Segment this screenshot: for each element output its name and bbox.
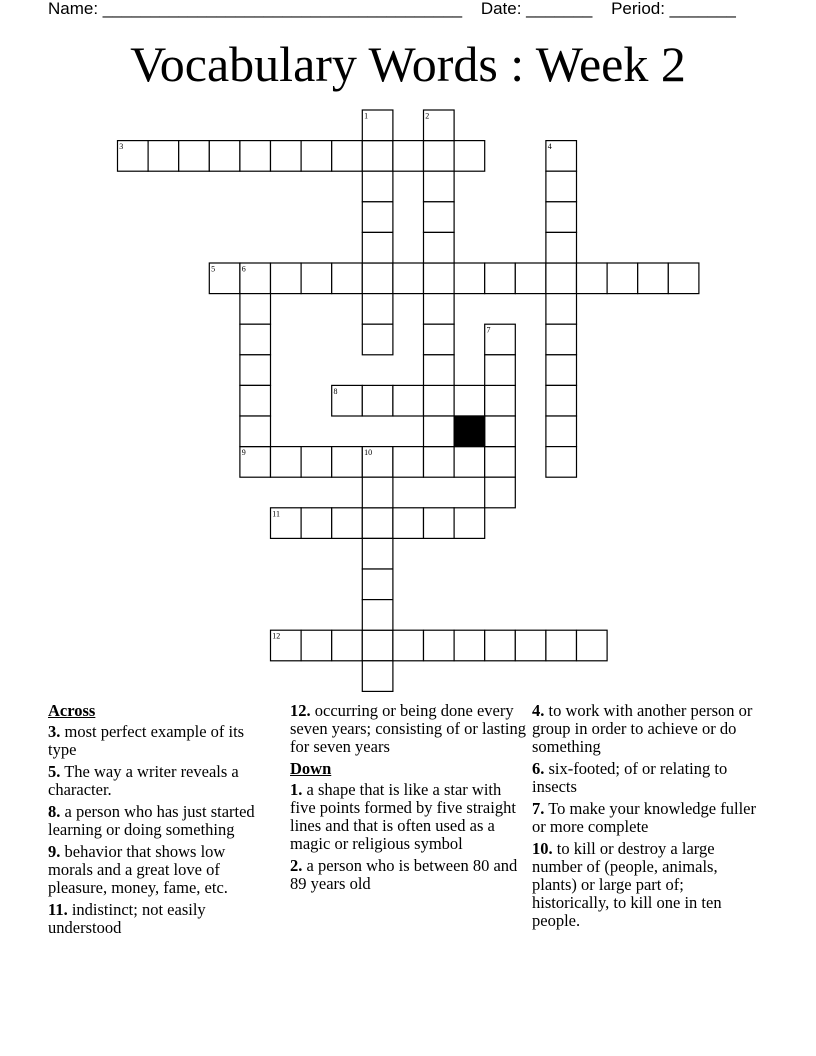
grid-cell[interactable] xyxy=(454,141,485,172)
grid-cell[interactable] xyxy=(424,630,455,661)
grid-cell[interactable] xyxy=(454,447,485,478)
grid-cell[interactable] xyxy=(240,324,271,355)
clue-down-4: 4. to work with another person or group in order to achieve or do something xyxy=(532,701,753,756)
grid-cell[interactable] xyxy=(485,385,516,416)
grid-cell[interactable] xyxy=(546,416,577,447)
grid-cell[interactable] xyxy=(301,447,332,478)
grid-number: 12 xyxy=(272,631,281,641)
grid-cell[interactable] xyxy=(424,385,455,416)
grid-cell[interactable] xyxy=(362,324,393,355)
grid-cell[interactable] xyxy=(546,324,577,355)
grid-cell[interactable] xyxy=(362,171,393,202)
grid-cell[interactable] xyxy=(148,141,179,172)
grid-number: 3 xyxy=(119,142,124,152)
grid-cell[interactable] xyxy=(362,630,393,661)
grid-cell[interactable] xyxy=(638,263,669,294)
date-field[interactable]: Date: _______ xyxy=(480,0,593,18)
grid-cell[interactable] xyxy=(424,141,455,172)
clue-down-6: 6. six-footed; of or relating to insects xyxy=(532,759,728,796)
grid-cell[interactable] xyxy=(485,355,516,386)
grid-cell[interactable] xyxy=(424,324,455,355)
grid-cell[interactable] xyxy=(301,630,332,661)
grid-cell[interactable] xyxy=(454,263,485,294)
grid-cell[interactable] xyxy=(577,263,608,294)
period-field[interactable]: Period: _______ xyxy=(611,0,736,18)
grid-cell[interactable] xyxy=(362,263,393,294)
grid-cell[interactable] xyxy=(362,600,393,631)
grid-cell[interactable] xyxy=(362,385,393,416)
grid-cell[interactable] xyxy=(485,416,516,447)
grid-number: 10 xyxy=(364,448,373,458)
clue-across-5: 5. The way a writer reveals a character. xyxy=(48,762,239,799)
grid-cell[interactable] xyxy=(546,385,577,416)
clue-across-9: 9. behavior that shows low morals and a great love of pleasure, money, fame, etc. xyxy=(48,842,228,897)
grid-cell[interactable] xyxy=(393,447,424,478)
grid-cell[interactable] xyxy=(362,569,393,600)
across-heading: Across xyxy=(48,701,96,720)
grid-cell[interactable] xyxy=(515,630,546,661)
grid-cell[interactable] xyxy=(393,508,424,539)
grid-cell[interactable] xyxy=(271,263,302,294)
grid-cell[interactable] xyxy=(546,630,577,661)
grid-cell[interactable] xyxy=(577,630,608,661)
grid-cell[interactable] xyxy=(424,294,455,325)
grid-cell[interactable] xyxy=(332,508,363,539)
down-heading: Down xyxy=(290,759,332,778)
grid-cell[interactable] xyxy=(424,263,455,294)
grid-cell[interactable] xyxy=(362,232,393,263)
grid-cell[interactable] xyxy=(362,294,393,325)
grid-cell[interactable] xyxy=(546,355,577,386)
grid-cell[interactable] xyxy=(362,202,393,233)
grid-cell[interactable] xyxy=(393,630,424,661)
clue-across-11: 11. indistinct; not easily understood xyxy=(48,900,206,937)
grid-cell[interactable] xyxy=(393,141,424,172)
grid-cell[interactable] xyxy=(546,202,577,233)
grid-number: 11 xyxy=(272,509,281,519)
grid-cell[interactable] xyxy=(424,171,455,202)
grid-cell[interactable] xyxy=(393,385,424,416)
grid-cell[interactable] xyxy=(362,141,393,172)
grid-cell[interactable] xyxy=(332,630,363,661)
grid-cell[interactable] xyxy=(301,508,332,539)
grid-cell[interactable] xyxy=(546,263,577,294)
grid-cell[interactable] xyxy=(240,416,271,447)
grid-cell[interactable] xyxy=(393,263,424,294)
grid-cell[interactable] xyxy=(362,477,393,508)
grid-cell[interactable] xyxy=(424,508,455,539)
grid-cell[interactable] xyxy=(607,263,638,294)
grid-cell[interactable] xyxy=(668,263,699,294)
black-cell xyxy=(454,416,485,447)
grid-cell[interactable] xyxy=(454,385,485,416)
grid-cell[interactable] xyxy=(332,263,363,294)
clue-across-8: 8. a person who has just started learning or doing something xyxy=(48,802,255,839)
grid-cell[interactable] xyxy=(424,355,455,386)
grid-cell[interactable] xyxy=(515,263,546,294)
grid-cell[interactable] xyxy=(179,141,210,172)
grid-number: 6 xyxy=(241,264,246,274)
grid-cell[interactable] xyxy=(271,447,302,478)
grid-cell[interactable] xyxy=(454,630,485,661)
grid-cell[interactable] xyxy=(362,538,393,569)
grid-cell[interactable] xyxy=(301,141,332,172)
grid-cell[interactable] xyxy=(454,508,485,539)
grid-cell[interactable] xyxy=(546,447,577,478)
clue-down-2: 2. a person who is between 80 and 89 years old xyxy=(290,856,518,893)
grid-cell[interactable] xyxy=(424,416,455,447)
grid-number: 9 xyxy=(241,448,246,458)
grid-cell[interactable] xyxy=(240,294,271,325)
grid-cell[interactable] xyxy=(546,294,577,325)
grid-number: 1 xyxy=(364,111,369,121)
grid-number: 8 xyxy=(333,386,338,396)
grid-cell[interactable] xyxy=(240,355,271,386)
clues-column-1 xyxy=(48,702,274,941)
clues-column-3 xyxy=(532,702,762,934)
clue-across-12: 12. occurring or being done every seven years; consisting of or lasting for seven years xyxy=(290,701,526,756)
clues-column-2 xyxy=(290,702,526,897)
page-title: Vocabulary Words : Week 2 xyxy=(130,36,686,92)
grid-cell[interactable] xyxy=(301,263,332,294)
grid-cell[interactable] xyxy=(362,661,393,692)
grid-cell[interactable] xyxy=(240,385,271,416)
grid-cell[interactable] xyxy=(271,141,302,172)
name-field[interactable]: Name: ______________________________________ xyxy=(48,0,463,18)
clue-across-3: 3. most perfect example of its type xyxy=(48,722,245,759)
grid-cell[interactable] xyxy=(362,508,393,539)
grid-cell[interactable] xyxy=(485,263,516,294)
grid-cell[interactable] xyxy=(546,171,577,202)
clue-down-7: 7. To make your knowledge fuller or more complete xyxy=(532,799,756,836)
grid-number: 5 xyxy=(211,264,216,274)
clue-down-1: 1. a shape that is like a star with five points formed by five straight lines and that is often used as a magic or religious symbol xyxy=(290,780,516,853)
grid-cell[interactable] xyxy=(485,477,516,508)
grid-cell[interactable] xyxy=(424,232,455,263)
grid-cell[interactable] xyxy=(332,141,363,172)
grid-number: 7 xyxy=(486,325,491,335)
grid-number: 4 xyxy=(547,142,552,152)
grid-number: 2 xyxy=(425,111,430,121)
grid-cell[interactable] xyxy=(485,630,516,661)
grid-cell[interactable] xyxy=(240,141,271,172)
grid-cell[interactable] xyxy=(424,202,455,233)
grid-cell[interactable] xyxy=(424,447,455,478)
grid-cell[interactable] xyxy=(209,141,240,172)
clue-down-10: 10. to kill or destroy a large number of (people, animals, plants) or large part of; historically, to kill one in ten people. xyxy=(532,839,722,930)
grid-cell[interactable] xyxy=(485,447,516,478)
grid-cell[interactable] xyxy=(546,232,577,263)
grid-cell[interactable] xyxy=(332,447,363,478)
